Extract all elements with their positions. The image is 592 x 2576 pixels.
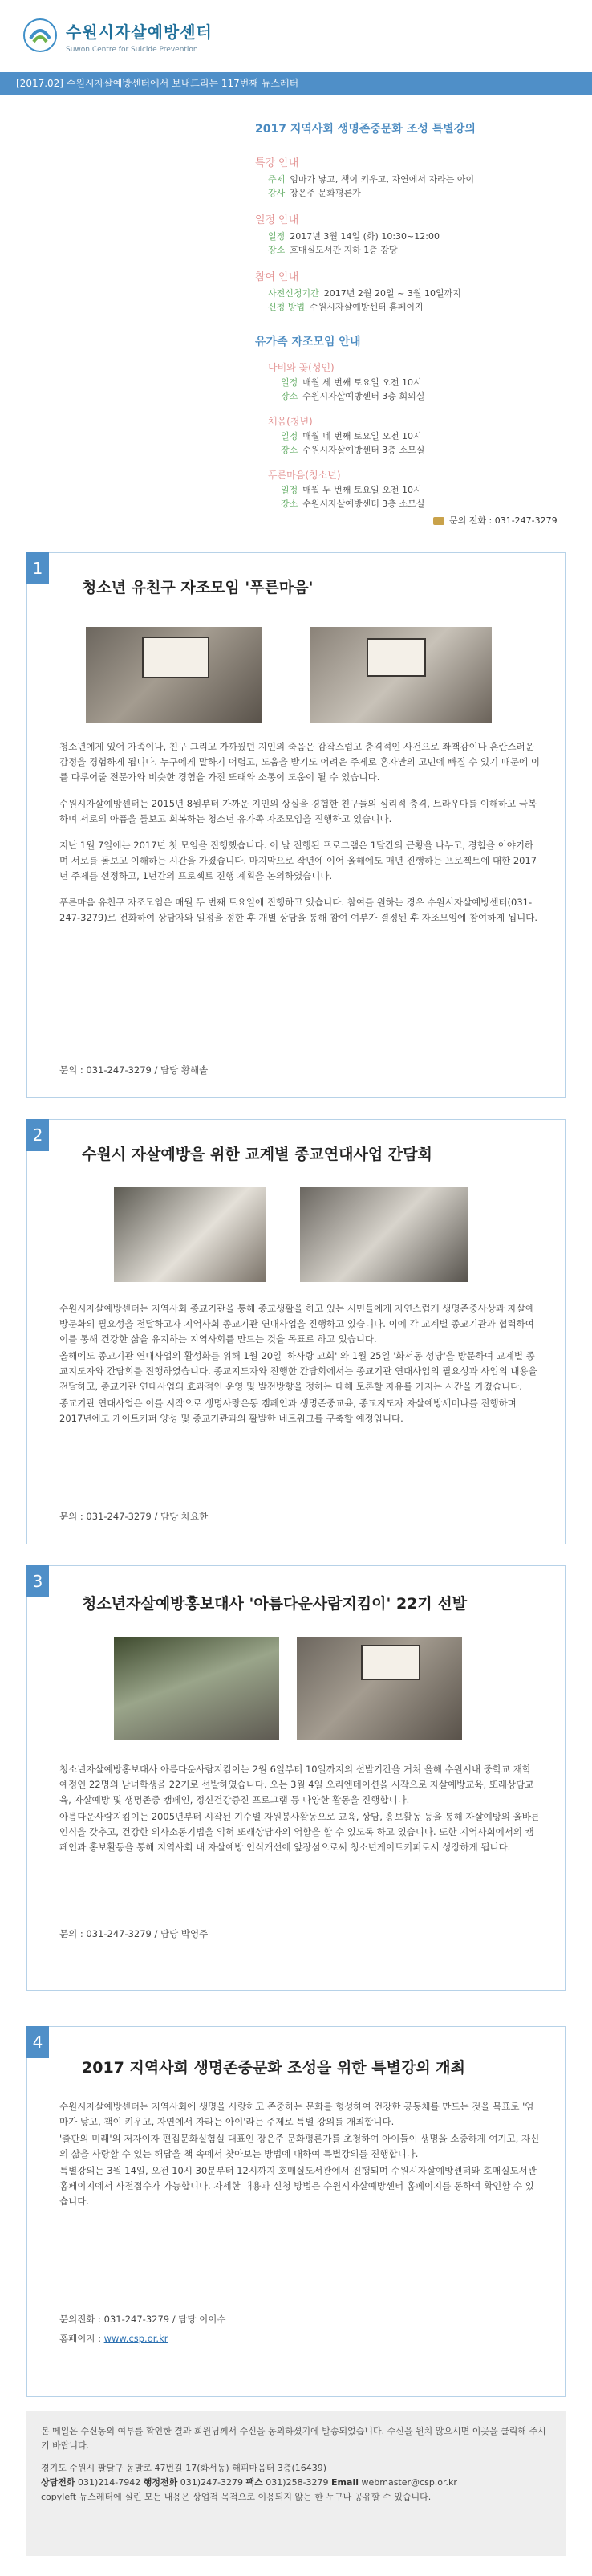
article-paragraph: 지난 1월 7일에는 2017년 첫 모임을 진행했습니다. 이 날 진행된 프로그램은 1달간의 근황을 나누고, 경험을 이야기하며 서로를 돌보고 이해하는 시간을 가졌습니다. 마지막으로 작년에 이어 올해에도 매년 진행하는 프로젝트에 대한 2017년 주제를 선정하고, 1년간의 프로젝트 진행 계획을 논의하였습니다.: [59, 840, 537, 881]
article-body: [59, 739, 542, 937]
info-value: 매월 네 번째 토요일 오전 10시: [302, 431, 422, 442]
article-card: [26, 2026, 566, 2397]
org-logo-icon: [22, 18, 58, 53]
article-body: [59, 1301, 542, 1438]
info-row: [268, 300, 576, 314]
article-number: 2: [26, 1119, 49, 1151]
footer: [26, 2411, 566, 2556]
info-key: 일정: [281, 431, 298, 442]
info-value: 수원시자살예방센터 3층 회의실: [302, 391, 425, 401]
info-value: 매월 세 번째 토요일 오전 10시: [302, 377, 422, 388]
homepage-label: 홈페이지 :: [59, 2333, 104, 2344]
article-paragraph: 특별강의는 3월 14일, 오전 10시 30분부터 12시까지 호매실도서관에서 진행되며 수원시자살예방센터와 호매실도서관 홈페이지에서 사전접수가 가능합니다. 자세한 내용과 신청 방법은 수원시자살예방센터 홈페이지를 통하여 확인할 수 있습니다.: [59, 2165, 537, 2207]
info-row: [281, 376, 576, 389]
fax-number: 031)258-3279: [266, 2477, 329, 2488]
info-key: 일정: [281, 485, 298, 495]
info-value: 2017년 3월 14일 (화) 10:30~12:00: [290, 231, 440, 242]
article-title: 청소년 유친구 자조모임 '푸른마음': [82, 579, 314, 596]
section-title: 일정 안내: [255, 214, 299, 226]
admin-label: 행정전화: [143, 2477, 178, 2488]
article-paragraph: 올해에도 종교기관 연대사업의 활성화를 위해 1월 20일 '하사랑 교회' 와 1월 25일 '화서동 성당'을 방문하여 교계별 종교지도자와 간담회를 진행하였습니다. 종교지도자와 진행한 간담회에서는 종교기관 연대사업의 필요성과 사업의 내용을 전달하고, 종교기관 연대사업의 효과적인 운영 및 발전방향을 정하는 대해 토론할 자유를 가지는 시간을 가졌습니다.: [59, 1350, 537, 1392]
article-paragraph: 수원시자살예방센터는 지역사회에 생명을 사랑하고 존중하는 문화를 형성하여 건강한 공동체를 만드는 것을 목표로 '엄마가 낳고, 책이 키우고, 자연에서 자라는 아이'라는 주제로 특별 강의를 개최합니다.: [59, 2101, 534, 2127]
article-title: 청소년자살예방홍보대사 '아름다운사람지킴이' 22기 선발: [82, 1595, 468, 1613]
lecture-title: 2017 지역사회 생명존중문화 조성 특별강의: [255, 123, 476, 136]
article-photo: [310, 627, 492, 723]
article-title: 수원시 자살예방을 위한 교계별 종교연대사업 간담회: [82, 1146, 432, 1163]
article-paragraph: 청소년에게 있어 가족이나, 친구 그리고 가까웠던 지인의 죽음은 감작스럽고 충격적인 사건으로 좌책감이나 혼란스러운 감정을 경험하게 됩니다. 누구에게 말하기 어렵고, 도움을 받기도 어려운 주제로 혼자만의 고민에 빠질 수 있기 때문에 이를 다루어줄 전문가와 비슷한 경험을 가진 또래와 소통이 도움이 될 수 있습니다.: [59, 741, 541, 783]
info-value: 수원시자살예방센터 3층 소모실: [302, 445, 425, 455]
info-row: [281, 497, 576, 511]
article-paragraph: 수원시자살예방센터는 2015년 8월부터 가까운 지인의 상실을 경험한 친구들의 심리적 충격, 트라우마를 이해하고 극복하며 서로의 아픔을 돌보고 회복하는 청소년 유가족 자조모임을 진행하고 있습니다.: [59, 798, 537, 824]
email-label: Email: [331, 2477, 359, 2488]
admin-phone: 031)247-3279: [180, 2477, 244, 2488]
article-paragraph: '출판의 미래'의 저자이자 편집문화실험실 대표인 장은주 문화평론가를 초청하여 아이들이 생명을 소중하게 여기고, 자신의 삶을 사랑할 수 있는 해답을 책 속에서 찾아보는 방법에 대하여 특별강의를 진행합니다.: [59, 2133, 540, 2159]
article-photo: [300, 1187, 468, 1282]
article-contact: 문의 : 031-247-3279 / 담당 차요한: [59, 1511, 209, 1522]
article-photo: [114, 1187, 266, 1282]
article-contact: 문의전화 : 031-247-3279 / 담당 이이수: [59, 2314, 226, 2325]
club-name: 푸른마음(청소년): [268, 470, 341, 481]
screen-image: [361, 1645, 420, 1680]
newsletter-banner: [2017.02] 수원시자살예방센터에서 보내드리는 117번째 뉴스레터: [0, 72, 592, 95]
info-row: [281, 483, 576, 497]
info-value: 엄마가 낳고, 책이 키우고, 자연에서 자라는 아이: [290, 174, 475, 185]
info-key: 장소: [281, 499, 298, 509]
homepage-link[interactable]: www.csp.or.kr: [103, 2333, 168, 2344]
footer-address: 경기도 수원시 팔달구 동말로 47번길 17(화서동) 해피마음터 3층(16439): [41, 2463, 327, 2473]
info-row: [268, 287, 576, 300]
phone-icon: [433, 517, 444, 525]
info-row: [281, 429, 576, 443]
fax-label: 팩스: [245, 2477, 263, 2488]
article-paragraph: 푸른마음 유친구 자조모임은 매월 두 번째 토요일에 진행하고 있습니다. 참여를 원하는 경우 수원시자살예방센터(031-247-3279)로 전화하여 상담자와 일정을 정한 후 개별 상담을 통해 참여 여부가 결정된 후 자조모임에 참여하게 됩니다.: [59, 897, 538, 923]
org-title: 수원시자살예방센터: [66, 22, 213, 42]
info-value: 장은주 문화평론가: [290, 188, 361, 198]
lecture-contact: [433, 514, 558, 527]
article-body: [59, 1762, 542, 1866]
article-number: 1: [26, 552, 49, 584]
info-key: 강사: [268, 188, 286, 198]
screen-image: [367, 638, 426, 677]
info-row: [268, 243, 576, 257]
consult-label: 상담전화: [41, 2477, 75, 2488]
article-paragraph: 수원시자살예방센터는 지역사회 종교기관을 통해 종교생활을 하고 있는 시민들에게 자연스럽게 생명존중사상과 자살예방문화의 필요성을 전달하고자 지역사회 종교기관 연대사업을 진행하고 있습니다. 이에 각 교계별 종교기관과 협력하여 이를 통해 건강한 삶을 유지하는 지역사회를 만드는 것을 목표로 하고 있습니다.: [59, 1303, 534, 1345]
article-card: [26, 552, 566, 1098]
copyleft-notice: copyleft 뉴스레터에 실린 모든 내용은 상업적 목적으로 이용되지 않는 한 누구나 공유할 수 있습니다.: [41, 2492, 432, 2502]
info-row: [268, 173, 576, 186]
lecture-info: [255, 120, 576, 511]
article-contact: 문의 : 031-247-3279 / 담당 황해솔: [59, 1064, 209, 1076]
info-value: 수원시자살예방센터 홈페이지: [310, 302, 424, 312]
info-value: 수원시자살예방센터 3층 소모실: [302, 499, 425, 509]
club-name: 나비와 꽃(성인): [268, 362, 335, 373]
article-card: [26, 1119, 566, 1544]
article-card: [26, 1565, 566, 1991]
article-number: 3: [26, 1565, 49, 1597]
info-row: [268, 230, 576, 243]
article-photo: [86, 627, 262, 723]
article-body: [59, 2099, 542, 2220]
lecture-contact-text: 문의 전화 : 031-247-3279: [449, 515, 558, 526]
homepage-line: [59, 2332, 168, 2345]
info-key: 신청 방법: [268, 302, 306, 312]
info-key: 사전신청기간: [268, 288, 319, 299]
header: [0, 0, 592, 72]
article-photo: [114, 1637, 279, 1740]
unsubscribe-notice[interactable]: 본 메일은 수신동의 여부를 확인한 결과 회원님께서 수신을 동의하셨기에 발송되었습니다. 수신을 원치 않으시면 이곳을 클릭해 주시기 바랍니다.: [41, 2426, 546, 2451]
article-paragraph: 종교기관 연대사업은 이를 시작으로 생명사랑운동 캠페인과 생명존중교육, 종교지도자 자살예방세미나를 진행하며 2017년에도 게이트키퍼 양성 및 종교기관과의 활발한 네트워크를 구축할 예정입니다.: [59, 1398, 517, 1424]
club-name: 채움(청년): [268, 416, 313, 427]
info-row: [268, 186, 576, 200]
screen-image: [142, 637, 209, 678]
info-key: 일정: [268, 231, 286, 242]
info-value: 2017년 2월 20일 ~ 3월 10일까지: [323, 288, 461, 299]
article-contact: 문의 : 031-247-3279 / 담당 박영주: [59, 1928, 209, 1939]
info-value: 매월 두 번째 토요일 오전 10시: [302, 485, 422, 495]
article-paragraph: 아름다운사람지킴이는 2005년부터 시작된 기수별 자원봉사활동으로 교육, 상담, 홍보활동 등을 통해 자살예방의 올바른 인식을 갖추고, 건강한 의사소통기법을 익혀 또래상담자의 역할을 할 수 있도록 하고 있습니다. 또한 지역사회에서의 캠페인과 홍보활동을 통해 지역사회 내 자살예방 인식개선에 앞장섬으로써 청소년게이트키퍼로서 성장하게 됩니다.: [59, 1811, 540, 1853]
club-heading: 유가족 자조모임 안내: [255, 336, 361, 348]
info-key: 장소: [281, 391, 298, 401]
article-photo: [297, 1637, 462, 1740]
org-subtitle: Suwon Centre for Suicide Prevention: [66, 46, 198, 54]
article-number: 4: [26, 2026, 49, 2058]
info-key: 장소: [281, 445, 298, 455]
consult-phone: 031)214-7942: [78, 2477, 141, 2488]
info-row: [281, 389, 576, 403]
info-key: 주제: [268, 174, 286, 185]
info-value: 호매실도서관 지하 1층 강당: [290, 245, 398, 255]
info-key: 장소: [268, 245, 286, 255]
footer-phones: [41, 2476, 551, 2490]
info-row: [281, 443, 576, 457]
section-title: 참여 안내: [255, 271, 299, 283]
article-paragraph: 청소년자살예방홍보대사 아름다운사람지킴이는 2월 6일부터 10일까지의 선발기간을 거쳐 올해 수원시내 중학교 재학 예정인 22명의 남녀학생을 22기로 선발하였습니다. 오는 3월 4일 오리엔테이션을 시작으로 자살예방교육, 또래상담교육, 자살예방 및 생명존중 캠페인, 정신건강증진 프로그램 등 다양한 활동을 진행합니다.: [59, 1764, 534, 1805]
info-key: 일정: [281, 377, 298, 388]
email-address[interactable]: webmaster@csp.or.kr: [361, 2477, 457, 2488]
section-title: 특강 안내: [255, 157, 299, 169]
article-title: 2017 지역사회 생명존중문화 조성을 위한 특별강의 개최: [82, 2059, 466, 2077]
